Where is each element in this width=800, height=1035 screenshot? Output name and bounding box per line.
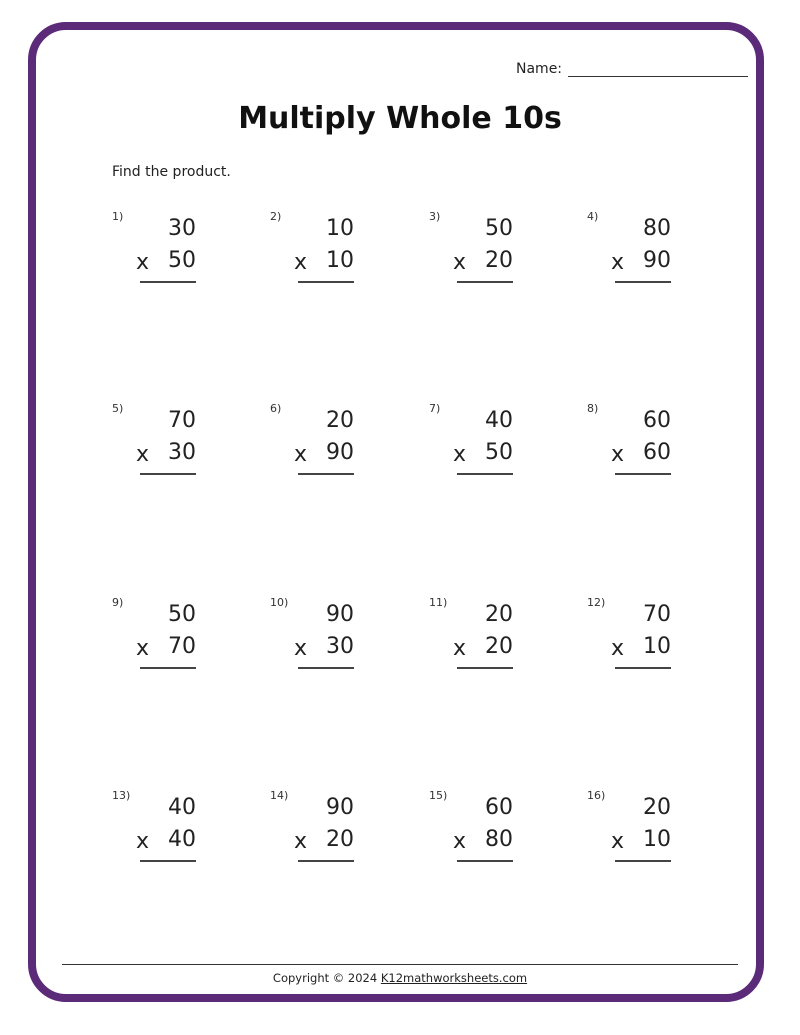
multiply-sign: x (611, 442, 625, 467)
footer-divider (62, 964, 738, 965)
top-operand: 90 (326, 602, 354, 627)
bottom-operand: 30 (168, 440, 196, 465)
multiply-sign: x (294, 250, 308, 275)
answer-line (457, 667, 513, 669)
multiply-sign: x (611, 829, 625, 854)
multiply-sign: x (136, 442, 150, 467)
problem-number: 16) (587, 789, 606, 802)
multiply-sign: x (136, 250, 150, 275)
multiply-sign: x (294, 442, 308, 467)
top-operand: 20 (326, 408, 354, 433)
bottom-operand: 10 (326, 248, 354, 273)
problem-11 (429, 596, 529, 676)
problem-number: 10) (270, 596, 289, 609)
answer-line (140, 473, 196, 475)
bottom-operand: 10 (643, 634, 671, 659)
problem-number: 12) (587, 596, 606, 609)
problem-12 (587, 596, 687, 676)
problem-number: 14) (270, 789, 289, 802)
copyright-text: Copyright © 2024 (272, 971, 378, 985)
answer-line (140, 281, 196, 283)
problem-16 (587, 789, 687, 869)
problem-5 (112, 402, 212, 482)
problem-15 (429, 789, 529, 869)
problem-6 (270, 402, 370, 482)
answer-line (298, 473, 354, 475)
multiply-sign: x (136, 636, 150, 661)
answer-line (615, 860, 671, 862)
problem-number: 6) (270, 402, 282, 415)
multiply-sign: x (453, 636, 467, 661)
problem-14 (270, 789, 370, 869)
problem-number: 2) (270, 210, 282, 223)
problem-number: 13) (112, 789, 131, 802)
bottom-operand: 50 (168, 248, 196, 273)
problem-number: 7) (429, 402, 441, 415)
answer-line (298, 281, 354, 283)
problem-7 (429, 402, 529, 482)
top-operand: 70 (643, 602, 671, 627)
bottom-operand: 40 (168, 827, 196, 852)
problem-number: 8) (587, 402, 599, 415)
multiply-sign: x (294, 636, 308, 661)
multiply-sign: x (136, 829, 150, 854)
answer-line (615, 473, 671, 475)
top-operand: 40 (168, 795, 196, 820)
problem-4 (587, 210, 687, 290)
top-operand: 60 (485, 795, 513, 820)
answer-line (615, 667, 671, 669)
site-link[interactable]: K12mathworksheets.com (380, 971, 528, 985)
answer-line (457, 281, 513, 283)
top-operand: 10 (326, 216, 354, 241)
answer-line (140, 667, 196, 669)
bottom-operand: 90 (643, 248, 671, 273)
name-blank-line[interactable] (568, 62, 748, 77)
name-field (516, 61, 748, 77)
problem-number: 4) (587, 210, 599, 223)
top-operand: 60 (643, 408, 671, 433)
answer-line (457, 473, 513, 475)
problem-number: 3) (429, 210, 441, 223)
top-operand: 20 (485, 602, 513, 627)
footer (0, 971, 800, 985)
multiply-sign: x (453, 829, 467, 854)
answer-line (298, 667, 354, 669)
problem-number: 5) (112, 402, 124, 415)
worksheet-title: Multiply Whole 10s (238, 101, 562, 136)
bottom-operand: 20 (326, 827, 354, 852)
multiply-sign: x (453, 250, 467, 275)
bottom-operand: 50 (485, 440, 513, 465)
problem-number: 15) (429, 789, 448, 802)
multiply-sign: x (611, 636, 625, 661)
problem-number: 9) (112, 596, 124, 609)
bottom-operand: 70 (168, 634, 196, 659)
problem-number: 1) (112, 210, 124, 223)
answer-line (457, 860, 513, 862)
bottom-operand: 80 (485, 827, 513, 852)
top-operand: 70 (168, 408, 196, 433)
top-operand: 50 (168, 602, 196, 627)
problem-8 (587, 402, 687, 482)
bottom-operand: 30 (326, 634, 354, 659)
problem-9 (112, 596, 212, 676)
problem-13 (112, 789, 212, 869)
top-operand: 90 (326, 795, 354, 820)
multiply-sign: x (611, 250, 625, 275)
bottom-operand: 10 (643, 827, 671, 852)
name-label: Name: (516, 61, 563, 77)
top-operand: 40 (485, 408, 513, 433)
top-operand: 20 (643, 795, 671, 820)
multiply-sign: x (294, 829, 308, 854)
answer-line (615, 281, 671, 283)
multiply-sign: x (453, 442, 467, 467)
bottom-operand: 60 (643, 440, 671, 465)
problem-10 (270, 596, 370, 676)
problem-number: 11) (429, 596, 448, 609)
problem-1 (112, 210, 212, 290)
problem-3 (429, 210, 529, 290)
top-operand: 50 (485, 216, 513, 241)
top-operand: 30 (168, 216, 196, 241)
answer-line (298, 860, 354, 862)
bottom-operand: 90 (326, 440, 354, 465)
answer-line (140, 860, 196, 862)
top-operand: 80 (643, 216, 671, 241)
bottom-operand: 20 (485, 248, 513, 273)
bottom-operand: 20 (485, 634, 513, 659)
problem-2 (270, 210, 370, 290)
instructions: Find the product. (112, 164, 231, 180)
